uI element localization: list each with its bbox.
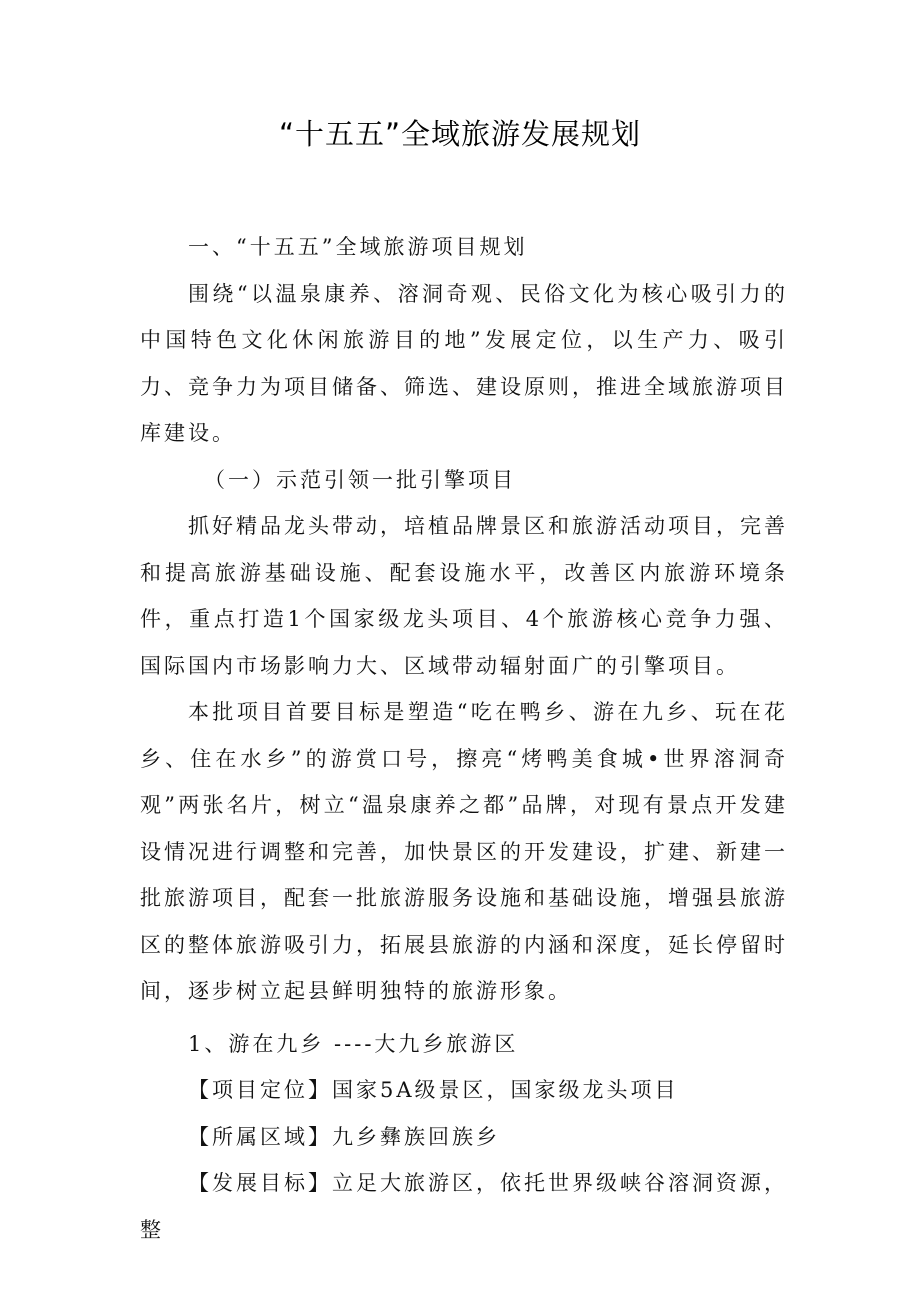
paragraph-positioning: 围绕“以温泉康养、溶洞奇观、民俗文化为核心吸引力的中国特色文化休闲旅游目的地”发展定位，以生产力、吸引力、竞争力为项目储备、筛选、建设原则，推进全域旅游项目库建设。 [140,281,788,445]
item-positioning: 【项目定位】国家5A级景区，国家级龙头项目 [188,1078,679,1102]
item-target: 【发展目标】立足大旅游区，依托世界级峡谷溶洞资源，整 [140,1171,788,1242]
item-heading: 1、游在九乡 ----大九乡旅游区 [188,1031,519,1056]
paragraph-goal: 本批项目首要目标是塑造“吃在鸭乡、游在九乡、玩在花乡、住在水乡”的游赏口号，擦亮“烤鸭美食城•世界溶洞奇观”两张名片，树立“温泉康养之都”品牌，对现有景点开发建设情况进行调整和完善，加快景区的开发建设，扩建、新建一批旅游项目，配套一批旅游服务设施和基础设施，增强县旅游区的整体旅游吸引力，拓展县旅游的内涵和深度，延长停留时间，逐步树立起县鲜明独特的旅游形象。 [140,700,788,1003]
document-body [140,224,788,1253]
paragraph-engine-projects: 抓好精品龙头带动，培植品牌景区和旅游活动项目，完善和提高旅游基础设施、配套设施水平，改善区内旅游环境条件，重点打造1个国家级龙头项目、4个旅游核心竞争力强、国际国内市场影响力大、区域带动辐射面广的引擎项目。 [140,514,788,678]
section-heading: 一、“十五五”全域旅游项目规划 [188,235,528,259]
subsection-heading: （一）示范引领一批引擎项目 [204,467,516,492]
document-title: “十五五”全域旅游发展规划 [278,117,642,151]
item-area: 【所属区域】九乡彝族回族乡 [188,1124,500,1149]
